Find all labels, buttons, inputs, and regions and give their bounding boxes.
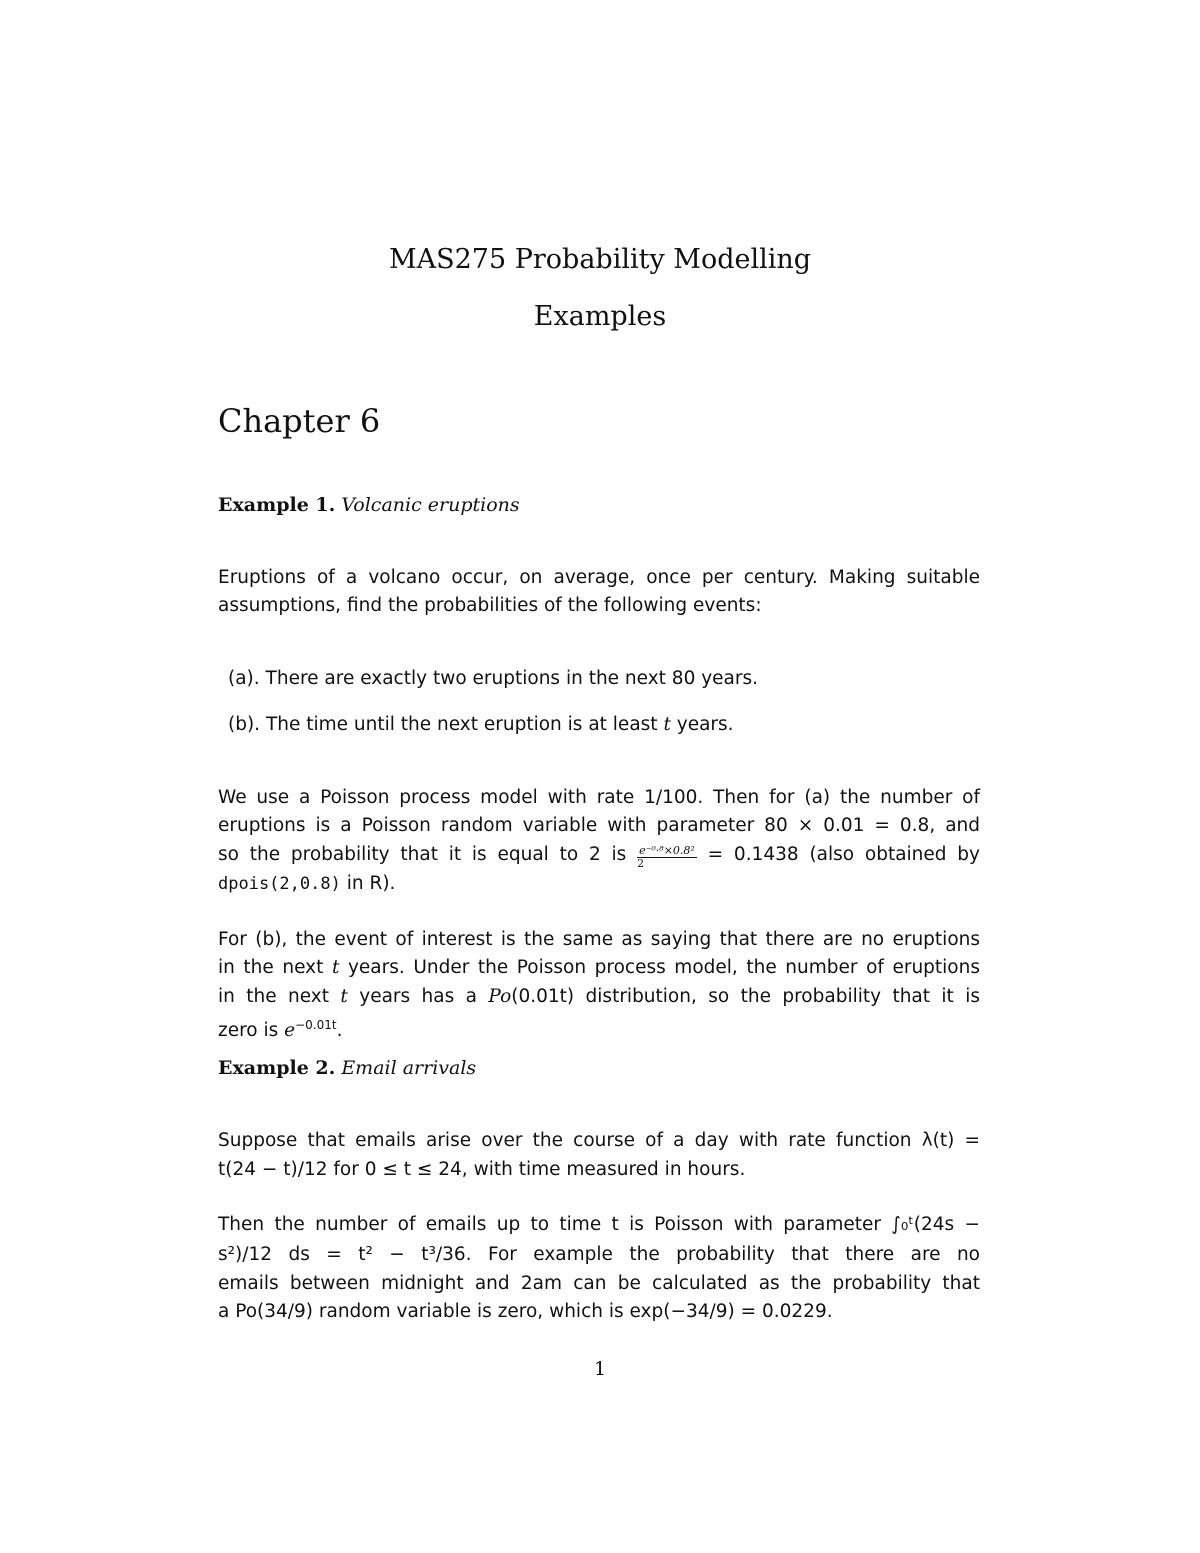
course-title: MAS275 Probability Modelling: [388, 244, 812, 275]
part-b-line-3-start: in the next: [218, 986, 329, 1007]
example-2-solution-line-1: Then the number of emails up to time t is Poisson with parameter ∫₀ᵗ(24s −: [218, 1214, 980, 1235]
example-1-topic: Volcanic eruptions: [341, 494, 520, 516]
solution-line-3-text: so the probability that it is equal to 2 is: [218, 844, 627, 865]
r-code-snippet: dpois(2,0.8): [218, 874, 341, 894]
part-b-line-2-start: in the next: [218, 957, 324, 978]
list-item-b: [228, 714, 734, 735]
example-1-intro-line-1: Eruptions of a volcano occur, on average, once per century. Making suitable: [218, 567, 980, 588]
probability-fraction: [637, 845, 697, 870]
example-2-solution-line-4: a Po(34/9) random variable is zero, which is exp(−34/9) = 0.0229.: [218, 1301, 833, 1322]
example-1-solution-line-3: [218, 843, 980, 870]
poisson-distribution: [488, 986, 574, 1007]
example-1-solution-line-2: eruptions is a Poisson random variable with parameter 80 × 0.01 = 0.8, and: [218, 815, 980, 836]
exponential-base: e: [284, 1020, 296, 1042]
part-b-line-4: [218, 1013, 980, 1043]
example-1-label: Example 1.: [218, 494, 336, 516]
example-2-heading: [218, 1057, 476, 1079]
solution-line-3-result: = 0.1438 (also obtained by: [707, 844, 980, 865]
zero-probability-expression: [284, 1020, 342, 1041]
part-b-line-2-end: years. Under the Poisson process model, the number of eruptions: [347, 957, 980, 978]
chapter-heading: Chapter 6: [218, 402, 381, 440]
part-b-line-2: [218, 956, 980, 980]
part-b-line-3-middle: years has a: [359, 986, 477, 1007]
list-item-b-variable: t: [663, 714, 671, 735]
example-1-heading: [218, 494, 520, 516]
example-2-solution-line-2: s²)/12 ds = t² − t³/36. For example the probability that there are no: [218, 1244, 980, 1265]
example-2-topic: Email arrivals: [341, 1057, 477, 1079]
list-item-a-text: There are exactly two eruptions in the next 80 years.: [265, 668, 759, 689]
period: .: [336, 1020, 343, 1042]
list-item-b-text-end: years.: [676, 714, 734, 735]
list-item-a: [228, 668, 758, 689]
exponent: −0.01t: [295, 1018, 337, 1032]
list-item-b-marker: (b).: [228, 714, 261, 735]
example-1-solution-line-4: [218, 872, 980, 896]
fraction-numerator: e⁻⁰·⁸×0.8²: [639, 844, 695, 857]
document-subtitle: Examples: [533, 301, 667, 332]
distribution-argument: (0.01t): [511, 986, 575, 1007]
part-b-line-3: [218, 985, 980, 1009]
fraction-denominator: 2: [637, 857, 645, 870]
example-2-intro-line-1: Suppose that emails arise over the course of a day with rate function λ(t) =: [218, 1130, 980, 1151]
page-number: 1: [593, 1358, 607, 1380]
example-1-intro-line-2: assumptions, find the probabilities of the following events:: [218, 595, 762, 616]
example-2-intro-line-2: t(24 − t)/12 for 0 ≤ t ≤ 24, with time measured in hours.: [218, 1159, 746, 1180]
example-2-label: Example 2.: [218, 1057, 336, 1079]
part-b-line-2-variable: t: [331, 957, 340, 978]
list-item-a-marker: (a).: [228, 668, 260, 689]
part-b-line-3-variable: t: [340, 986, 348, 1007]
part-b-line-3-end: distribution, so the probability that it is: [585, 986, 980, 1007]
part-b-line-4-start: zero is: [218, 1020, 279, 1042]
distribution-name: Po: [488, 986, 512, 1007]
part-b-line-1: For (b), the event of interest is the same as saying that there are no eruptions: [218, 929, 980, 950]
example-1-solution-line-1: We use a Poisson process model with rate 1/100. Then for (a) the number of: [218, 787, 980, 808]
example-2-solution-line-3: emails between midnight and 2am can be calculated as the probability that: [218, 1273, 980, 1294]
solution-line-4-text: in R).: [346, 873, 396, 894]
list-item-b-text: The time until the next eruption is at least: [265, 714, 658, 735]
